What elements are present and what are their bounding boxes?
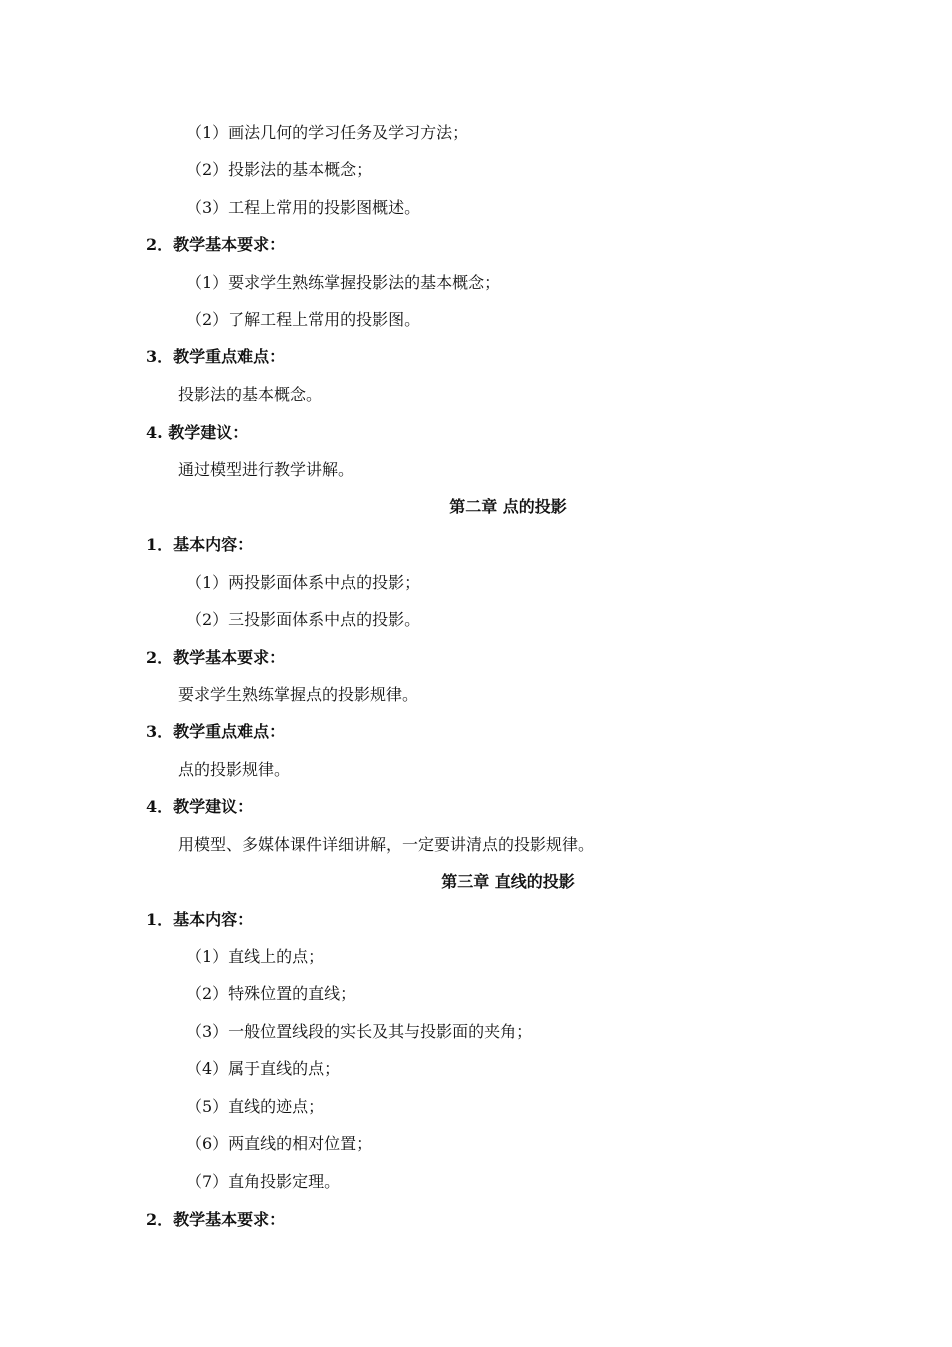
ch3-content-item-3: （3）一般位置线段的实长及其与投影面的夹角； [186,1022,533,1041]
ch2-key-points-text: 点的投影规律。 [178,760,291,779]
chapter-2-title: 第二章 点的投影 [449,497,567,516]
ch2-content-item-1: （1）两投影面体系中点的投影； [186,573,421,592]
ch1-key-points-text: 投影法的基本概念。 [178,385,323,404]
ch1-key-points-heading: 3．教学重点难点： [146,347,286,366]
chapter-3-title: 第三章 直线的投影 [441,872,575,891]
ch3-content-item-4: （4）属于直线的点； [186,1059,341,1078]
ch1-suggestions-text: 通过模型进行教学讲解。 [178,460,355,479]
ch3-content-item-5: （5）直线的迹点； [186,1097,325,1116]
ch1-requirements-heading: 2．教学基本要求： [146,235,286,254]
ch2-content-heading: 1．基本内容： [146,535,254,554]
ch3-content-heading: 1．基本内容： [146,910,254,929]
intro-item-2: （2）投影法的基本概念； [186,160,373,179]
ch1-requirement-1: （1）要求学生熟练掌握投影法的基本概念； [186,273,501,292]
intro-item-3: （3）工程上常用的投影图概述。 [186,198,421,217]
ch3-requirements-heading: 2．教学基本要求： [146,1210,286,1229]
ch2-requirements-text: 要求学生熟练掌握点的投影规律。 [178,685,419,704]
ch1-suggestions-heading: 4. 教学建议： [146,423,249,442]
ch3-content-item-2: （2）特殊位置的直线； [186,984,357,1003]
ch2-key-points-heading: 3．教学重点难点： [146,722,286,741]
ch2-suggestions-text: 用模型、多媒体课件详细讲解，一定要讲清点的投影规律。 [178,835,595,854]
ch2-content-item-2: （2）三投影面体系中点的投影。 [186,610,421,629]
ch2-requirements-heading: 2．教学基本要求： [146,648,286,667]
ch2-suggestions-heading: 4．教学建议： [146,797,254,816]
ch3-content-item-1: （1）直线上的点； [186,947,325,966]
ch3-content-item-7: （7）直角投影定理。 [186,1172,341,1191]
intro-item-1: （1）画法几何的学习任务及学习方法； [186,123,469,142]
ch3-content-item-6: （6）两直线的相对位置； [186,1134,373,1153]
ch1-requirement-2: （2）了解工程上常用的投影图。 [186,310,421,329]
